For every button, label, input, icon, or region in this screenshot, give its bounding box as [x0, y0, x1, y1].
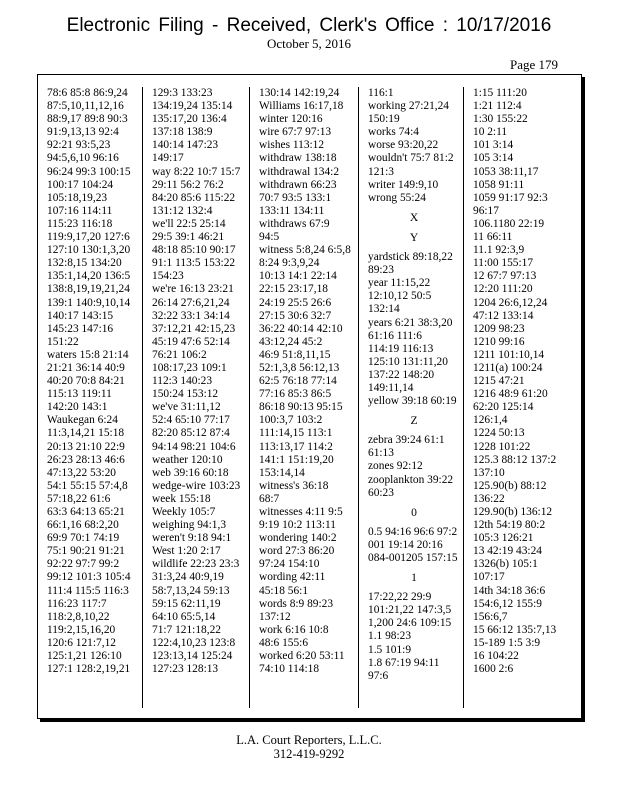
- index-entry: Weekly 105:7: [152, 506, 216, 518]
- index-entry: 105:18,19,23: [47, 191, 108, 204]
- index-entry: 11 66:11: [473, 231, 513, 244]
- index-entry: 149:11,14: [368, 381, 414, 394]
- index-entry: zebra 39:24 61:1: [368, 434, 445, 447]
- index-entry: 48:6 155:6: [259, 636, 309, 649]
- index-entry: 87:5,10,11,12,16: [47, 100, 124, 113]
- index-entry: 62:5 76:18 77:14: [259, 375, 337, 388]
- index-entry: 86:18 90:13 95:15: [259, 401, 343, 414]
- index-entry: 119:2,15,16,20: [47, 623, 116, 636]
- index-entry: 137:22 148:20: [368, 368, 435, 381]
- index-entry: 92:22 97:7 99:2: [47, 558, 120, 571]
- index-entry: 91:9,13,13 92:4: [47, 126, 119, 139]
- index-entry: words 8:9 89:23: [259, 597, 334, 610]
- index-entry: 127:23 128:13: [152, 663, 219, 676]
- index-entry: 141:1 151:19,20: [259, 453, 334, 466]
- index-entry: 129:3 133:23: [152, 87, 213, 99]
- index-entry: 114:19 116:13: [368, 342, 434, 355]
- index-entry: 29:11 56:2 76:2: [152, 178, 224, 191]
- filing-stamp: Electronic Filing - Received, Clerk's Office : 10/17/2016: [66, 15, 552, 36]
- index-entry: 97:24 154:10: [259, 558, 320, 571]
- index-entry: 26:23 28:13 46:6: [47, 453, 125, 466]
- index-entry: 134:19,24 135:14: [152, 100, 233, 113]
- index-entry: 140:17 143:15: [47, 309, 114, 322]
- index-entry: 1228 101:22: [473, 440, 531, 453]
- index-entry: 133:11 134:11: [259, 204, 325, 217]
- index-entry: 48:18 85:10 90:17: [152, 244, 236, 257]
- index-entry: 47:12 133:14: [473, 309, 534, 322]
- index-entry: 29:5 39:1 46:21: [152, 231, 225, 244]
- index-entry: we're 16:13 23:21: [152, 283, 234, 296]
- index-entry: 13 42:19 43:24: [473, 545, 542, 558]
- index-entry: 150:24 153:12: [152, 388, 219, 401]
- index-entry: 9:19 10:2 113:11: [259, 519, 336, 532]
- index-entry: witnesses 4:11 9:5: [259, 506, 343, 518]
- index-entry: 132:14: [368, 303, 400, 316]
- index-entry: 52:1,3,8 56:12,13: [259, 361, 340, 374]
- index-entry: 88:9,17 89:8 90:3: [47, 113, 128, 126]
- index-entry: year 11:15,22: [368, 277, 431, 290]
- index-entry: 121:3: [368, 165, 394, 178]
- index-entry: 36:22 40:14 42:10: [259, 322, 343, 335]
- index-entry: 45:18 56:1: [259, 584, 309, 597]
- section-letter: 0: [411, 505, 417, 519]
- index-entry: 129.90(b) 136:12: [473, 506, 553, 518]
- index-entry: 37:12,21 42:15,23: [152, 322, 236, 335]
- index-entry: 135:17,20 136:4: [152, 113, 227, 126]
- index-entry: 100:3,7 103:2: [259, 414, 323, 427]
- index-entry: 149:17: [152, 152, 184, 165]
- index-entry: 94:5: [259, 231, 280, 244]
- index-entry: 60:23: [368, 486, 394, 499]
- index-entry: 107:17: [473, 571, 505, 584]
- index-entry: 137:12: [259, 610, 291, 623]
- index-entry: 1216 48:9 61:20: [473, 388, 548, 401]
- index-entry: zooplankton 39:22: [368, 473, 454, 486]
- index-entry: 1210 99:16: [473, 335, 525, 348]
- index-entry: 64:10 65:5,14: [152, 610, 216, 623]
- index-entry: 135:1,14,20 136:5: [47, 270, 131, 283]
- index-entry: 142:20 143:1: [47, 401, 108, 414]
- index-entry: 1215 47:21: [473, 375, 525, 388]
- index-entry: 11.1 92:3,9: [473, 244, 525, 257]
- index-entry: 97:6: [368, 669, 389, 682]
- reporter-phone: 312-419-9292: [273, 747, 345, 761]
- index-entry: 127:10 130:1,3,20: [47, 244, 131, 257]
- index-entry: yardstick 89:18,22: [368, 251, 453, 264]
- index-entry: 131:12 132:4: [152, 204, 213, 217]
- index-entry: 75:1 90:21 91:21: [47, 545, 125, 558]
- index-entry: 43:12,24 45:2: [259, 335, 323, 348]
- index-entry: 116:1: [368, 87, 394, 99]
- index-entry: weather 120:10: [152, 453, 223, 466]
- index-entry: 11:00 155:17: [473, 257, 534, 270]
- index-entry: work 6:16 10:8: [259, 623, 329, 636]
- index-entry: zones 92:12: [368, 460, 423, 473]
- index-entry: wondering 140:2: [259, 532, 337, 545]
- index-entry: withdraws 67:9: [259, 217, 330, 230]
- index-entry: 57:18,22 61:6: [47, 492, 111, 505]
- index-entry: 138:8,19,19,21,24: [47, 283, 130, 296]
- index-entry: 82:20 85:12 87:4: [152, 427, 230, 440]
- index-entry: 1209 98:23: [473, 322, 525, 335]
- index-entry: weighing 94:1,3: [152, 519, 227, 532]
- index-entry: 24:19 25:5 26:6: [259, 296, 332, 309]
- index-column-5: [463, 87, 582, 708]
- index-entry: 140:14 147:23: [152, 139, 219, 152]
- index-entry: 1204 26:6,12,24: [473, 296, 548, 309]
- index-entry: 70:7 93:5 133:1: [259, 191, 332, 204]
- index-entry: 105 3:14: [473, 152, 514, 165]
- index-entry: 118:2,8,10,22: [47, 610, 110, 623]
- index-entry: 1.8 67:19 94:11: [368, 656, 440, 669]
- index-entry: 112:3 140:23: [152, 375, 213, 388]
- section-letter: Z: [410, 414, 418, 428]
- index-entry: 111:14,15 113:1: [259, 427, 333, 440]
- index-column-3: [249, 87, 359, 708]
- index-entry: 77:16 85:3 86:5: [259, 388, 332, 401]
- index-entry: wrong 55:24: [368, 191, 426, 204]
- index-table: [37, 74, 582, 719]
- index-entry: 21:21 36:14 40:9: [47, 361, 125, 374]
- index-entry: 92:21 93:5,23: [47, 139, 111, 152]
- index-entry: 1600 2:6: [473, 663, 514, 676]
- index-entry: 1224 50:13: [473, 427, 525, 440]
- index-entry: 106.1180 22:19: [473, 217, 545, 230]
- index-entry: 31:3,24 40:9,19: [152, 571, 224, 584]
- index-entry: way 8:22 10:7 15:7: [152, 165, 241, 178]
- index-entry: 119:9,17,20 127:6: [47, 231, 130, 244]
- index-entry: web 39:16 60:18: [152, 466, 229, 479]
- index-entry: wire 67:7 97:13: [259, 126, 332, 139]
- index-entry: 84:20 85:6 115:22: [152, 191, 236, 204]
- index-entry: 130:14 142:19,24: [259, 87, 340, 99]
- index-entry: 154:6,12 155:9: [473, 597, 542, 610]
- index-entry: 1,200 24:6 109:15: [368, 617, 452, 630]
- index-entry: 153:14,14: [259, 466, 305, 479]
- index-entry: waters 15:8 21:14: [47, 348, 129, 361]
- index-entry: 1.5 101:9: [368, 643, 412, 656]
- index-entry: 46:9 51:8,11,15: [259, 348, 331, 361]
- index-entry: yellow 39:18 60:19: [368, 395, 457, 408]
- index-entry: 125.90(b) 88:12: [473, 479, 547, 492]
- index-entry: 10:13 14:1 22:14: [259, 270, 337, 283]
- index-entry: 78:6 85:8 86:9,24: [47, 87, 128, 99]
- index-entry: 1.1 98:23: [368, 630, 412, 643]
- index-entry: 145:23 147:16: [47, 322, 114, 335]
- index-entry: 16 104:22: [473, 650, 519, 663]
- index-entry: 132:8,15 134:20: [47, 257, 122, 270]
- index-entry: working 27:21,24: [368, 100, 449, 113]
- index-entry: 8:24 9:3,9,24: [259, 257, 320, 270]
- index-column-2: [142, 87, 250, 708]
- index-entry: 1:15 111:20: [473, 87, 527, 99]
- index-entry: 94:5,6,10 96:16: [47, 152, 119, 165]
- index-entry: 123:13,14 125:24: [152, 650, 233, 663]
- index-entry: 61:13: [368, 447, 394, 460]
- index-entry: 101 3:14: [473, 139, 514, 152]
- index-entry: withdraw 138:18: [259, 152, 337, 165]
- index-entry: 71:7 121:18,22: [152, 623, 221, 636]
- index-entry: 137:18 138:9: [152, 126, 213, 139]
- index-entry: wedge-wire 103:23: [152, 479, 241, 492]
- index-entry: 12 67:7 97:13: [473, 270, 537, 283]
- reporter-company: L.A. Court Reporters, L.L.C.: [236, 733, 382, 747]
- index-entry: 001 19:14 20:16: [368, 538, 443, 551]
- index-entry: 76:21 106:2: [152, 348, 207, 361]
- index-entry: West 1:20 2:17: [152, 545, 221, 558]
- index-entry: 1059 91:17 92:3: [473, 191, 548, 204]
- index-entry: 156:6,7: [473, 610, 508, 623]
- index-entry: 58:7,13,24 59:13: [152, 584, 230, 597]
- index-entry: works 74:4: [368, 126, 419, 139]
- index-entry: 66:1,16 68:2,20: [47, 519, 119, 532]
- index-entry: 69:9 70:1 74:19: [47, 532, 120, 545]
- index-column-1: [38, 87, 142, 708]
- index-entry: 108:17,23 109:1: [152, 361, 227, 374]
- index-entry: 113:13,17 114:2: [259, 440, 333, 453]
- index-entry: 96:17: [473, 204, 499, 217]
- index-entry: 22:15 23:17,18: [259, 283, 328, 296]
- index-entry: 115:13 119:11: [47, 388, 112, 401]
- index-entry: 14th 34:18 36:6: [473, 584, 546, 597]
- index-entry: withdrawal 134:2: [259, 165, 340, 178]
- index-column-4: [358, 87, 464, 708]
- index-entry: 45:19 47:6 52:14: [152, 335, 230, 348]
- index-entry: worked 6:20 53:11: [259, 650, 345, 663]
- index-entry: 120:6 121:7,12: [47, 636, 116, 649]
- index-entry: 26:14 27:6,21,24: [152, 296, 230, 309]
- index-entry: 150:19: [368, 113, 400, 126]
- index-entry: 125:10 131:11,20: [368, 355, 448, 368]
- index-entry: 1058 91:11: [473, 178, 525, 191]
- index-entry: 154:23: [152, 270, 184, 283]
- index-entry: 1326(b) 105:1: [473, 558, 538, 571]
- index-entry: 137:10: [473, 466, 505, 479]
- index-entry: 107:16 114:11: [47, 204, 113, 217]
- index-entry: word 27:3 86:20: [259, 545, 335, 558]
- index-entry: wildlife 22:23 23:3: [152, 558, 240, 571]
- index-entry: 1:30 155:22: [473, 113, 528, 126]
- index-entry: 20:13 21:10 22:9: [47, 440, 125, 453]
- index-entry: winter 120:16: [259, 113, 323, 126]
- index-entry: 27:15 30:6 32:7: [259, 309, 332, 322]
- index-entry: 96:24 99:3 100:15: [47, 165, 131, 178]
- index-entry: 74:10 114:18: [259, 663, 320, 676]
- section-letter: X: [409, 210, 419, 224]
- index-entry: 1:21 112:4: [473, 100, 522, 113]
- index-entry: 10 2:11: [473, 126, 508, 139]
- page-number: Page 179: [509, 57, 558, 72]
- index-entry: witness's 36:18: [259, 479, 329, 492]
- index-entry: 1053 38:11,17: [473, 165, 539, 178]
- index-entry: week 155:18: [152, 492, 211, 505]
- index-entry: 15 66:12 135:7,13: [473, 623, 557, 636]
- index-entry: 0.5 94:16 96:6 97:2: [368, 525, 458, 538]
- index-entry: 127:1 128:2,19,21: [47, 663, 131, 676]
- index-entry: wishes 113:12: [259, 139, 325, 152]
- section-letter: 1: [411, 571, 417, 585]
- index-entry: 100:17 104:24: [47, 178, 114, 191]
- section-letter: Y: [409, 230, 419, 244]
- index-entry: 115:23 116:18: [47, 217, 113, 230]
- index-entry: 63:3 64:13 65:21: [47, 506, 125, 518]
- index-entry: 084-001205 157:15: [368, 552, 458, 564]
- index-entry: withdrawn 66:23: [259, 178, 337, 191]
- index-entry: 139:1 140:9,10,14: [47, 296, 131, 309]
- index-entry: Williams 16:17,18: [259, 100, 344, 113]
- index-entry: 52:4 65:10 77:17: [152, 414, 230, 427]
- index-entry: 151:22: [47, 335, 79, 348]
- deposition-date: October 5, 2016: [266, 36, 352, 51]
- index-entry: 40:20 70:8 84:21: [47, 375, 125, 388]
- index-entry: 125:1,21 126:10: [47, 650, 122, 663]
- index-entry: 11:3,14,21 15:18: [47, 427, 125, 440]
- index-entry: worse 93:20,22: [368, 139, 439, 152]
- index-entry: 61:16 111:6: [368, 329, 422, 342]
- index-entry: 101:21,22 147:3,5: [368, 604, 452, 617]
- index-entry: writer 149:9,10: [368, 178, 439, 191]
- index-entry: 59:15 62:11,19: [152, 597, 221, 610]
- index-entry: 12th 54:19 80:2: [473, 519, 546, 532]
- index-entry: 47:13,22 53:20: [47, 466, 116, 479]
- index-entry: years 6:21 38:3,20: [368, 316, 453, 329]
- index-entry: 116:23 117:7: [47, 597, 107, 610]
- index-entry: 125.3 88:12 137:2: [473, 453, 557, 466]
- index-entry: weren't 9:18 94:1: [152, 532, 232, 545]
- index-entry: 17:22,22 29:9: [368, 591, 432, 604]
- index-entry: 15-189 1:5 3:9: [473, 636, 541, 649]
- index-entry: 105:3 126:21: [473, 532, 534, 545]
- index-entry: 99:12 101:3 105:4: [47, 571, 131, 584]
- index-entry: 1211(a) 100:24: [473, 361, 543, 374]
- index-entry: wouldn't 75:7 81:2: [368, 152, 454, 165]
- index-entry: 122:4,10,23 123:8: [152, 636, 236, 649]
- index-entry: 126:1,4: [473, 414, 508, 427]
- index-entry: 91:1 113:5 153:22: [152, 257, 236, 270]
- index-entry: 1211 101:10,14: [473, 348, 545, 361]
- index-entry: Waukegan 6:24: [47, 414, 118, 427]
- index-entry: witness 5:8,24 6:5,8: [259, 244, 351, 257]
- index-entry: 89:23: [368, 264, 394, 277]
- index-entry: wording 42:11: [259, 571, 326, 584]
- index-entry: 62:20 125:14: [473, 401, 534, 414]
- index-entry: we've 31:11,12: [152, 401, 221, 414]
- index-entry: 68:7: [259, 492, 280, 505]
- index-entry: 136:22: [473, 492, 505, 505]
- index-entry: 32:22 33:1 34:14: [152, 309, 230, 322]
- index-entry: 12:10,12 50:5: [368, 290, 432, 303]
- index-entry: 111:4 115:5 116:3: [47, 584, 129, 597]
- index-entry: 12:20 111:20: [473, 283, 533, 296]
- index-entry: we'll 22:5 25:14: [152, 217, 226, 230]
- index-entry: 54:1 55:15 57:4,8: [47, 479, 128, 492]
- page-footer: [0, 733, 618, 761]
- index-entry: 94:14 98:21 104:6: [152, 440, 236, 453]
